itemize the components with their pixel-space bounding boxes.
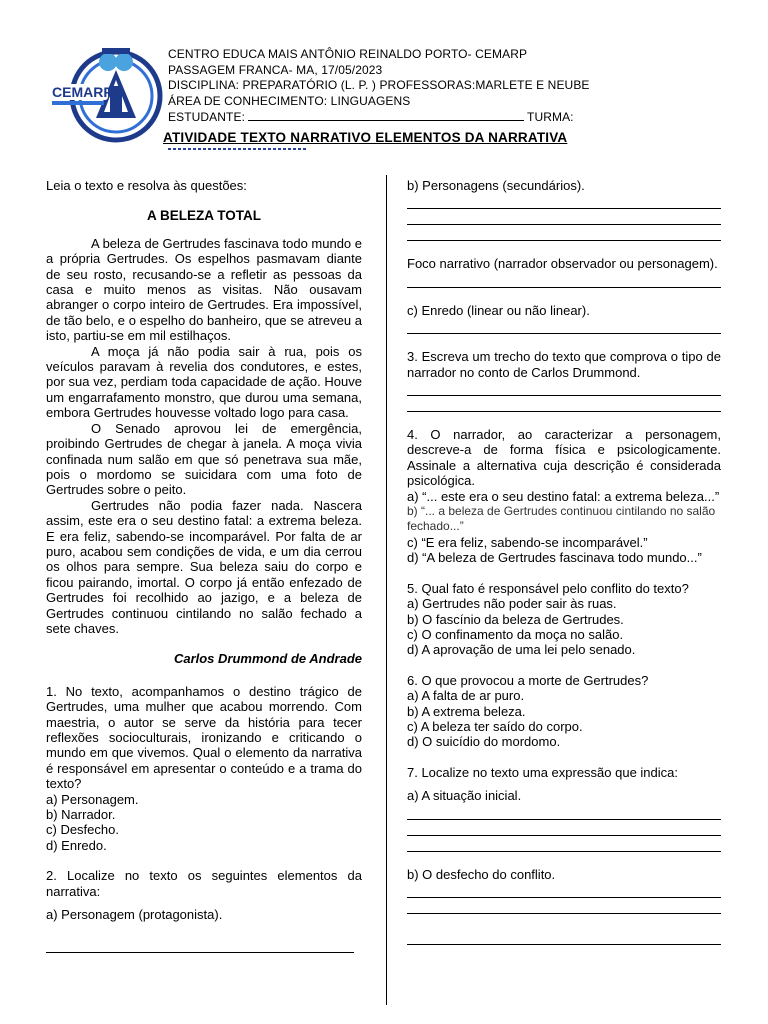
- q2-item-c: c) Enredo (linear ou não linear).: [407, 302, 590, 318]
- answer-line[interactable]: [407, 898, 721, 914]
- student-label: ESTUDANTE:: [168, 110, 246, 125]
- school-name: CENTRO EDUCA MAIS ANTÔNIO REINALDO PORTO- CEMARP: [168, 47, 528, 61]
- answer-line[interactable]: [407, 804, 721, 820]
- answer-line[interactable]: [407, 318, 721, 334]
- q4-option-d[interactable]: d) “A beleza de Gertrudes fascinava todo mundo...”: [407, 550, 702, 566]
- student-line: [168, 109, 648, 126]
- question-4: 4. O narrador, ao caracterizar a personagem, descreve-a de forma física e psicologicamente. Assinale a alternativa cuja descrição é considerada psicológica.: [407, 427, 721, 489]
- story-paragraph: Gertrudes não podia fazer nada. Nascera assim, este era o seu destino fatal: a extrema beleza. E era feliz, sabendo-se incomparável. Por falta de ar puro, acabou sem condições de vida, e um dia cerrou os olhos para sempre. Sua beleza saiu do corpo e ficou pairando, imortal. O corpo já então enfezado de Gertrudes foi recolhido ao jazigo, e a beleza de Gertrudes continuou cintilando no salão fechado a sete chaves.: [46, 497, 362, 636]
- header-info: [168, 47, 648, 126]
- q2-item-a: a) Personagem (protagonista).: [46, 907, 223, 923]
- q1-option-d[interactable]: d) Enredo.: [46, 837, 107, 853]
- right-column: [407, 178, 721, 945]
- question-6: 6. O que provocou a morte de Gertrudes?: [407, 672, 649, 688]
- logo-text: CEMARP: [52, 84, 113, 100]
- story-title: A BELEZA TOTAL: [147, 208, 261, 224]
- decorative-underline: [168, 148, 308, 150]
- place-date: PASSAGEM FRANCA- MA, 17/05/2023: [168, 62, 383, 77]
- question-7: 7. Localize no texto uma expressão que indica:: [407, 764, 679, 780]
- question-5: 5. Qual fato é responsável pelo conflito do texto?: [407, 580, 689, 596]
- answer-line[interactable]: [407, 380, 721, 396]
- question-3: 3. Escreva um trecho do texto que comprova o tipo de narrador no conto de Carlos Drummond.: [407, 349, 721, 380]
- q6-option-c[interactable]: c) A beleza ter saído do corpo.: [407, 718, 583, 734]
- answer-line[interactable]: [407, 396, 721, 412]
- answer-line[interactable]: [407, 209, 721, 225]
- q1-option-a[interactable]: a) Personagem.: [46, 791, 139, 807]
- answer-line[interactable]: [407, 225, 721, 241]
- q1-option-c[interactable]: c) Desfecho.: [46, 822, 119, 838]
- activity-title: ATIVIDADE TEXTO NARRATIVO ELEMENTOS DA NARRATIVA: [163, 130, 568, 145]
- left-column: [46, 178, 362, 953]
- school-logo: [46, 40, 166, 150]
- intro-text: Leia o texto e resolva às questões:: [46, 178, 247, 193]
- column-divider: [386, 175, 387, 1005]
- answer-line[interactable]: [407, 836, 721, 852]
- q6-option-b[interactable]: b) A extrema beleza.: [407, 703, 526, 719]
- q6-option-a[interactable]: a) A falta de ar puro.: [407, 688, 525, 704]
- q7-item-a: a) A situação inicial.: [407, 788, 522, 804]
- q6-option-d[interactable]: d) O suicídio do mordomo.: [407, 734, 561, 750]
- q2-foco-narrativo: Foco narrativo (narrador observador ou personagem).: [407, 256, 718, 272]
- answer-line[interactable]: [407, 272, 721, 288]
- q4-option-c[interactable]: c) “E era feliz, sabendo-se incomparável.”: [407, 534, 648, 550]
- story-author: Carlos Drummond de Andrade: [173, 651, 362, 667]
- answer-line[interactable]: [407, 820, 721, 836]
- q7-item-b: b) O desfecho do conflito.: [407, 866, 556, 882]
- q5-option-c[interactable]: c) O confinamento da moça no salão.: [407, 626, 624, 642]
- q5-option-b[interactable]: b) O fascínio da beleza de Gertrudes.: [407, 611, 624, 627]
- answer-line[interactable]: [407, 193, 721, 209]
- discipline: DISCIPLINA: PREPARATÓRIO (L. P. ) PROFESSORAS:MARLETE E NEUBE: [168, 78, 590, 93]
- question-1: 1. No texto, acompanhamos o destino trágico de Gertrudes, uma mulher que acabou morrendo. Com maestria, o autor se serve da história para tecer reflexões socioculturais, ironizando e criticando o mundo em que vivemos. Qual o elemento da narrativa é responsável em apresentar o conteúdo e a trama do texto?: [46, 683, 362, 792]
- knowledge-area: ÁREA DE CONHECIMENTO: LINGUAGENS: [168, 93, 411, 108]
- q2-item-b: b) Personagens (secundários).: [407, 178, 585, 193]
- story-paragraph: O Senado aprovou lei de emergência, proibindo Gertrudes de chegar à janela. A moça vivia confinada num salão em que só penetrava sua mãe, pois o mordomo se suicidara com uma foto de Gertrudes sobre o peito.: [46, 420, 362, 498]
- story-paragraph: A beleza de Gertrudes fascinava todo mundo e a própria Gertrudes. Os espelhos pasmavam diante de seu rosto, recusando-se a refletir as pessoas da casa e muito menos as visitas. Não ousavam abranger o corpo inteiro de Gertrudes. Era impossível, de tão belo, e o espelho do banheiro, que se atreveu a isto, partiu-se em mil estilhaços.: [46, 235, 363, 344]
- q5-option-a[interactable]: a) Gertrudes não poder sair às ruas.: [407, 596, 617, 612]
- story-paragraph: A moça já não podia sair à rua, pois os veículos paravam à revelia dos condutores, e estes, por sua vez, perdiam toda capacidade de ação. Houve um engarrafamento monstro, que durou uma semana, embora Gertrudes houvesse voltado logo para casa.: [46, 343, 362, 421]
- q1-option-b[interactable]: b) Narrador.: [46, 807, 116, 823]
- q4-option-b[interactable]: b) “... a beleza de Gertrudes continuou cintilando no salão fechado...”: [407, 504, 716, 534]
- q4-option-a[interactable]: a) “... este era o seu destino fatal: a extrema beleza...”: [407, 488, 720, 504]
- student-name-field[interactable]: [248, 109, 524, 121]
- answer-line[interactable]: [407, 882, 721, 898]
- answer-line[interactable]: [46, 937, 354, 953]
- answer-line[interactable]: [407, 929, 721, 945]
- q5-option-d[interactable]: d) A aprovação de uma lei pelo senado.: [407, 642, 636, 658]
- class-label: TURMA:: [527, 110, 574, 125]
- page-header: [0, 0, 768, 175]
- question-2: 2. Localize no texto os seguintes elementos da narrativa:: [46, 868, 362, 899]
